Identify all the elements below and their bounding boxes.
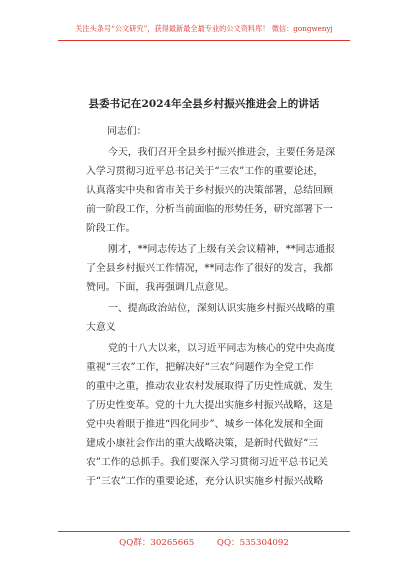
text-line: 一、提高政治站位，深刻认识实施乡村振兴战略的重 [108, 303, 336, 314]
text-line: 建成小康社会作出的重大战略决策，是新时代做好“三 [86, 438, 319, 449]
paragraph-2 [86, 240, 352, 297]
text-line: 农”工作的总抓手。我们要深入学习贯彻习近平总书记关 [86, 457, 329, 468]
text-line: 前一阶段工作，分析当前面临的形势任务，研究部署下一 [86, 204, 333, 215]
text-line: 阶段工作。 [86, 223, 136, 234]
footer-divider [58, 531, 350, 532]
text-line: 党的十八大以来，以习近平同志为核心的党中央高度 [108, 343, 336, 354]
text-line: 认真落实中央和省市关于乡村振兴的决策部署，总结回顾 [86, 185, 333, 196]
text-line: 今天，我们召开全县乡村振兴推进会，主要任务是深 [108, 147, 336, 158]
footer-qq-number: QQ：535304092 [216, 538, 289, 548]
text-line: 重视“三农”工作，把解决好“三农”问题作为全党工作 [86, 362, 314, 373]
header-promo-text: 关注头条号“公文研究”，获得最新最全最专业的公文资料库！ 微信：gongwenyj [75, 24, 333, 33]
document-title: 县委书记在2024年全县乡村振兴推进会上的讲话 [88, 98, 320, 110]
document-body [86, 120, 352, 493]
text-line: 党中央着眼于推进“四化同步”、城乡一体化发展和全面 [86, 419, 324, 430]
paragraph-1 [86, 143, 352, 238]
text-line: 了全县乡村振兴工作情况，**同志作了很好的发言，我都 [86, 263, 333, 274]
text-line: 的重中之重，推动农业农村发展取得了历史性成就、发生 [86, 381, 333, 392]
text-line: 于“三农”工作的重要论述，充分认识实施乡村振兴战略 [86, 476, 324, 487]
paragraph-3 [86, 339, 352, 491]
section-heading-1 [86, 299, 352, 337]
header-divider [58, 40, 350, 41]
text-line: 赞同。下面，我再强调几点意见。 [86, 282, 235, 293]
page-header [0, 24, 408, 34]
text-line: 刚才，**同志传达了上级有关会议精神，**同志通报 [108, 244, 336, 255]
text-line: 大意义 [86, 322, 116, 333]
text-line: 入学习贯彻习近平总书记关于“三农”工作的重要论述， [86, 166, 324, 177]
greeting: 同志们： [107, 126, 147, 137]
page-footer [0, 536, 408, 548]
footer-qq-group: QQ群：30265665 [119, 538, 195, 548]
text-line: 了历史性变革。党的十九大提出实施乡村振兴战略，这是 [86, 400, 333, 411]
